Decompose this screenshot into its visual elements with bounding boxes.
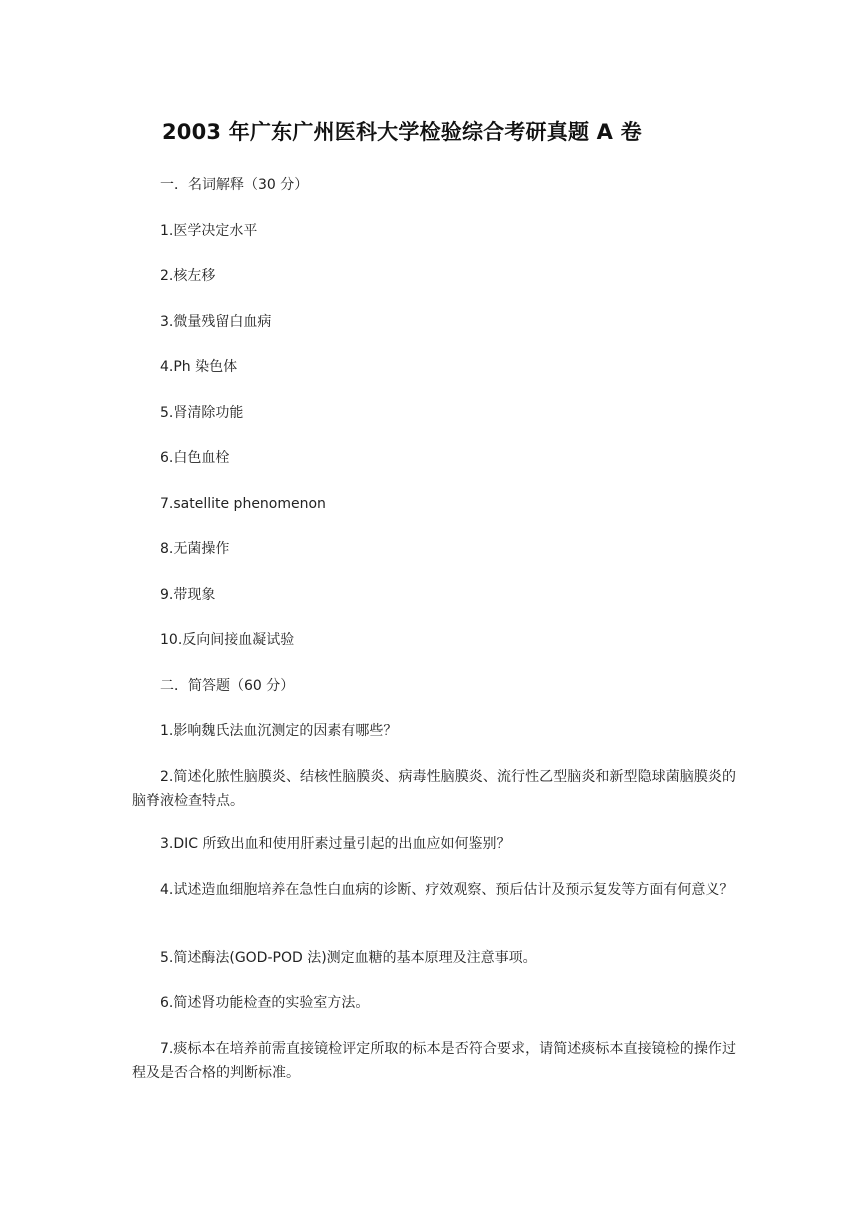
- term-item: 1.医学决定水平: [160, 223, 258, 239]
- question-item: 7.痰标本在培养前需直接镜检评定所取的标本是否符合要求，请简述痰标本直接镜检的操作过程及是否合格的判断标准。: [132, 1041, 736, 1081]
- term-item: 10.反向间接血凝试验: [160, 632, 295, 648]
- section-heading-1: 一．名词解释（30 分）: [160, 177, 309, 193]
- question-item: 5.简述酶法(GOD-POD 法)测定血糖的基本原理及注意事项。: [160, 950, 537, 966]
- question-item: 1.影响魏氏法血沉测定的因素有哪些？: [160, 723, 398, 739]
- term-item: 4.Ph 染色体: [160, 359, 238, 375]
- term-item: 8.无菌操作: [160, 541, 230, 557]
- term-item: 5.肾清除功能: [160, 405, 244, 421]
- page-title: 2003 年广东广州医科大学检验综合考研真题 A 卷: [162, 120, 642, 144]
- question-item: 2.简述化脓性脑膜炎、结核性脑膜炎、病毒性脑膜炎、流行性乙型脑炎和新型隐球菌脑膜炎的脑脊液检查特点。: [132, 769, 736, 809]
- section-heading-2: 二．简答题（60 分）: [160, 678, 295, 694]
- term-item: 7.satellite phenomenon: [160, 496, 326, 512]
- term-item: 9.带现象: [160, 587, 216, 603]
- question-item: 6.简述肾功能检查的实验室方法。: [160, 995, 370, 1011]
- term-item: 6.白色血栓: [160, 450, 230, 466]
- question-item: 4.试述造血细胞培养在急性白血病的诊断、疗效观察、预后估计及预示复发等方面有何意义？: [160, 882, 734, 898]
- term-item: 3.微量残留白血病: [160, 314, 272, 330]
- question-item: 3.DIC 所致出血和使用肝素过量引起的出血应如何鉴别？: [160, 836, 511, 852]
- term-item: 2.核左移: [160, 268, 216, 284]
